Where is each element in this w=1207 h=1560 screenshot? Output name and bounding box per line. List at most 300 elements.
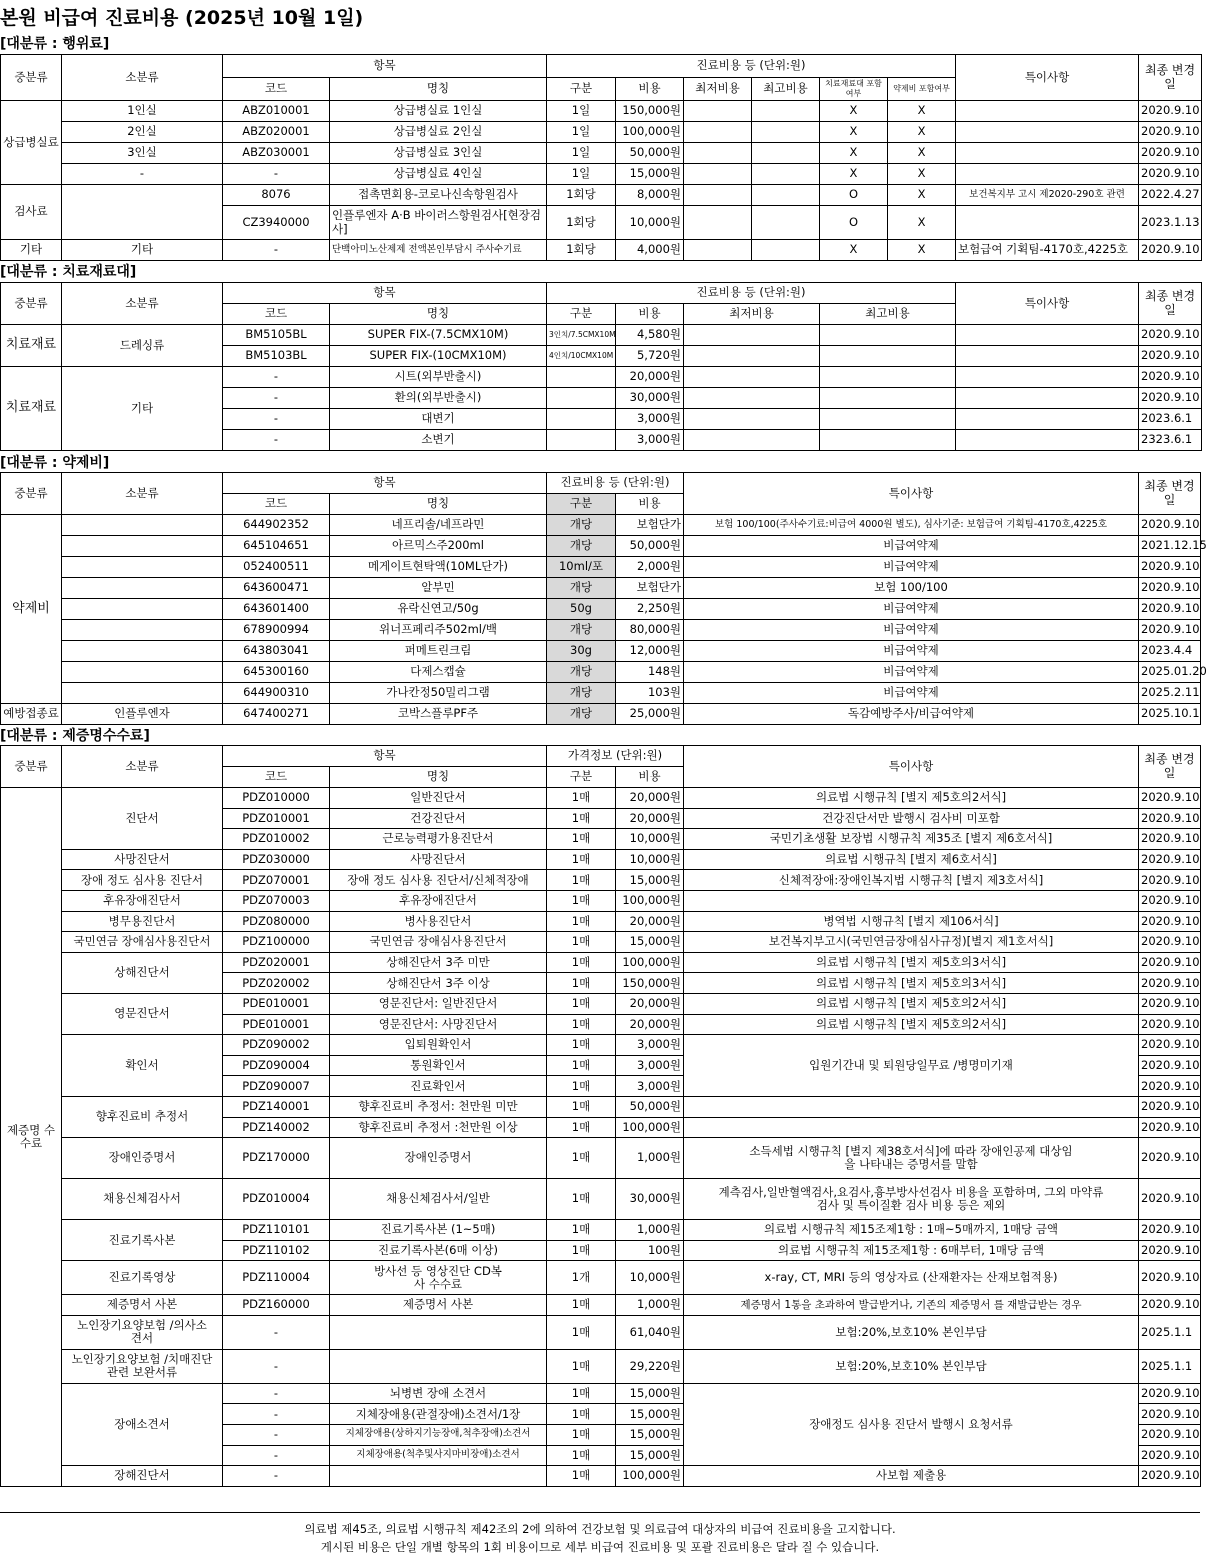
- item-name: 상급병실료 2인실: [330, 122, 547, 143]
- item-kind: 1매: [547, 829, 616, 850]
- item-name: SUPER FIX-(7.5CMX10M): [330, 325, 547, 346]
- item-cost: 100,000원: [616, 952, 684, 973]
- item-code: 643601400: [223, 599, 330, 620]
- hdr-kind: 구분: [547, 767, 616, 788]
- item-name: 채용신체검사서/일반: [330, 1179, 547, 1220]
- item-cost: 15,000원: [616, 1425, 684, 1446]
- sub-category: 장애인증명서: [62, 1138, 223, 1179]
- item-cost: 3,000원: [616, 430, 684, 451]
- item-code: 645300160: [223, 662, 330, 683]
- item-cost: 2,250원: [616, 599, 684, 620]
- item-code: -: [223, 1445, 330, 1466]
- item-code: -: [223, 409, 330, 430]
- table-row: [1, 1220, 1201, 1241]
- hdr-sub: 소분류: [62, 746, 223, 788]
- hdr-material-included: 치료재료대 포함여부: [820, 78, 888, 101]
- item-kind: 1매: [547, 1445, 616, 1466]
- last-changed: 2023.4.4: [1139, 641, 1201, 662]
- item-kind: 50g: [547, 599, 616, 620]
- special-note: 계측검사,일반혈액검사,요검사,흉부방사선검사 비용을 포함하며, 그외 마약류 검사 및 특이질환 검사 비용 등은 제외: [684, 1179, 1139, 1220]
- last-changed: 2020.9.10: [1139, 1096, 1201, 1117]
- last-changed: 2020.9.10: [1139, 952, 1201, 973]
- special-note: 장애정도 심사용 진단서 발행시 요청서류: [684, 1383, 1139, 1465]
- table-row: [1, 788, 1201, 809]
- table-row: [1, 515, 1201, 536]
- item-code: PDZ030000: [223, 849, 330, 870]
- item-code: PDZ140002: [223, 1117, 330, 1138]
- item-name: [330, 1349, 547, 1383]
- sub-category: 후유장애진단서: [62, 890, 223, 911]
- drug-included: X: [888, 206, 956, 240]
- item-code: 8076: [223, 185, 330, 206]
- special-note: 보건복지부 고시 제2020-290호 관련: [956, 185, 1139, 206]
- item-name: 진료기록사본 (1~5매): [330, 1220, 547, 1241]
- item-cost: 30,000원: [616, 1179, 684, 1220]
- hdr-cost-group: 진료비용 등 (단위:원): [547, 473, 684, 494]
- item-name: 유락신연고/50g: [330, 599, 547, 620]
- material-included: O: [820, 185, 888, 206]
- item-name: SUPER FIX-(10CMX10M): [330, 346, 547, 367]
- hdr-code: 코드: [223, 78, 330, 101]
- last-changed: 2020.9.10: [1139, 1383, 1201, 1404]
- sub-category: -: [62, 164, 223, 185]
- sub-category: 장해진단서: [62, 1466, 223, 1487]
- item-code: 052400511: [223, 557, 330, 578]
- special-note: 제증명서 1통을 초과하여 발급받거나, 기존의 제증명서 를 재발급받는 경우: [684, 1295, 1139, 1316]
- special-note: 병역법 시행규칙 [별지 제106서식]: [684, 911, 1139, 932]
- item-cost: 80,000원: [616, 620, 684, 641]
- hdr-cost-group: 진료비용 등 (단위:원): [547, 55, 956, 78]
- hdr-last-changed: 최종 변경일: [1139, 283, 1202, 325]
- drug-included: X: [888, 240, 956, 261]
- special-note: [684, 1096, 1139, 1117]
- item-cost: 15,000원: [616, 932, 684, 953]
- hdr-kind: 구분: [547, 78, 616, 101]
- last-changed: 2020.9.10: [1139, 808, 1201, 829]
- special-note: 보험:20%,보호10% 본인부담: [684, 1315, 1139, 1349]
- item-kind: 1매: [547, 911, 616, 932]
- item-name: 인플루엔자 A·B 바이러스항원검사[현장검사]: [330, 206, 547, 240]
- hdr-kind: 구분: [547, 494, 616, 515]
- item-kind: 4인치/10CMX10M: [547, 346, 616, 367]
- table-row: [1, 164, 1202, 185]
- table-row: [1, 993, 1201, 1014]
- hdr-item: 항목: [223, 473, 547, 494]
- special-note: 의료법 시행규칙 제15조제1항 : 1매~5매까지, 1매당 금액: [684, 1220, 1139, 1241]
- item-cost: 8,000원: [616, 185, 684, 206]
- item-kind: 1일: [547, 164, 616, 185]
- item-cost: 100원: [616, 1240, 684, 1261]
- item-cost: 20,000원: [616, 367, 684, 388]
- last-changed: 2020.9.10: [1139, 911, 1201, 932]
- item-cost: 12,000원: [616, 641, 684, 662]
- item-name: 국민연금 장애심사용진단서: [330, 932, 547, 953]
- last-changed: 2020.9.10: [1139, 1220, 1201, 1241]
- item-kind: 개당: [547, 620, 616, 641]
- item-cost: 50,000원: [616, 536, 684, 557]
- last-changed: 2020.9.10: [1139, 240, 1202, 261]
- last-changed: 2020.9.10: [1139, 1295, 1201, 1316]
- hdr-code: 코드: [223, 767, 330, 788]
- item-cost: 보험단가: [616, 578, 684, 599]
- special-note: 신체적장애:장애인복지법 시행규칙 [별지 제3호서식]: [684, 870, 1139, 891]
- last-changed: 2020.9.10: [1139, 829, 1201, 850]
- item-name: 코박스플루PF주: [330, 704, 547, 725]
- sub-category: 제증명서 사본: [62, 1295, 223, 1316]
- item-code: PDZ090004: [223, 1055, 330, 1076]
- table-row: [1, 1179, 1201, 1220]
- item-cost: 50,000원: [616, 1096, 684, 1117]
- table-row: [1, 101, 1202, 122]
- mid-category: 예방접종료: [1, 704, 62, 725]
- item-code: 643600471: [223, 578, 330, 599]
- hdr-name: 명칭: [330, 494, 547, 515]
- item-name: 접촉면회용-코로나신속항원검사: [330, 185, 547, 206]
- table-row: [1, 1349, 1201, 1383]
- item-kind: 1회당: [547, 185, 616, 206]
- materials-table: [0, 282, 1202, 451]
- item-name: 장애 정도 심사용 진단서/신체적장애: [330, 870, 547, 891]
- item-code: ABZ020001: [223, 122, 330, 143]
- item-code: -: [223, 164, 330, 185]
- item-name: 향후진료비 추정서: 천만원 미만: [330, 1096, 547, 1117]
- item-kind: 1매: [547, 1076, 616, 1097]
- section-title-drugs: [대분류 : 약제비]: [0, 455, 110, 471]
- hdr-mid: 중분류: [1, 746, 62, 788]
- table-row: [1, 952, 1201, 973]
- sub-category: 사망진단서: [62, 849, 223, 870]
- item-kind: [547, 430, 616, 451]
- item-name: 시트(외부반출시): [330, 367, 547, 388]
- item-kind: [547, 367, 616, 388]
- item-cost: 10,000원: [616, 1261, 684, 1295]
- item-code: PDE010001: [223, 1014, 330, 1035]
- item-name: 상해진단서 3주 미만: [330, 952, 547, 973]
- last-changed: 2022.4.27: [1139, 185, 1202, 206]
- sub-category: 진료기록영상: [62, 1261, 223, 1295]
- last-changed: 2020.9.10: [1139, 599, 1201, 620]
- item-cost: 15,000원: [616, 1445, 684, 1466]
- item-name: 진료확인서: [330, 1076, 547, 1097]
- table-row: [1, 1466, 1201, 1487]
- last-changed: 2020.9.10: [1139, 1404, 1201, 1425]
- item-cost: 3,000원: [616, 1076, 684, 1097]
- hdr-special: 특이사항: [684, 473, 1139, 515]
- item-name: 영문진단서: 일반진단서: [330, 993, 547, 1014]
- special-note: 비급여약제: [684, 641, 1139, 662]
- item-name: 소변기: [330, 430, 547, 451]
- special-note: 비급여약제: [684, 599, 1139, 620]
- procedures-table: [0, 54, 1202, 261]
- table-row: [1, 325, 1202, 346]
- item-cost: 50,000원: [616, 143, 684, 164]
- item-cost: 25,000원: [616, 704, 684, 725]
- special-note: x-ray, CT, MRI 등의 영상자료 (산재환자는 산재보험적용): [684, 1261, 1139, 1295]
- last-changed: 2020.9.10: [1139, 143, 1202, 164]
- special-note: 비급여약제: [684, 662, 1139, 683]
- item-code: PDZ020002: [223, 973, 330, 994]
- item-cost: 3,000원: [616, 409, 684, 430]
- item-kind: 1매: [547, 1138, 616, 1179]
- last-changed: 2020.9.10: [1139, 1138, 1201, 1179]
- item-kind: 1매: [547, 890, 616, 911]
- hdr-mid: 중분류: [1, 283, 62, 325]
- item-kind: 1매: [547, 932, 616, 953]
- item-name: 메게이트현탁액(10ML단가): [330, 557, 547, 578]
- special-note: 보험:20%,보호10% 본인부담: [684, 1349, 1139, 1383]
- item-kind: 1매: [547, 849, 616, 870]
- item-code: 678900994: [223, 620, 330, 641]
- mid-category: 제증명 수수료: [1, 788, 62, 1487]
- item-cost: 2,000원: [616, 557, 684, 578]
- item-name: 상급병실료 4인실: [330, 164, 547, 185]
- item-name: 알부민: [330, 578, 547, 599]
- item-kind: 1매: [547, 1179, 616, 1220]
- item-code: CZ3940000: [223, 206, 330, 240]
- special-note: 의료법 시행규칙 제15조제1항 : 6매부터, 1매당 금액: [684, 1240, 1139, 1261]
- sub-category: 병무용진단서: [62, 911, 223, 932]
- sub-category: 3인실: [62, 143, 223, 164]
- item-code: PDZ160000: [223, 1295, 330, 1316]
- special-note: 비급여약제: [684, 536, 1139, 557]
- item-name: 위너프페리주502ml/백: [330, 620, 547, 641]
- hdr-max: 최고비용: [752, 78, 820, 101]
- table-row: [1, 143, 1202, 164]
- item-code: -: [223, 388, 330, 409]
- sub-category: 드레싱류: [62, 325, 223, 367]
- special-note: 보험 100/100(주사수기료:비급여 4000원 별도), 심사기준: 보험급여 기획팀-4170호,4225호: [684, 515, 1139, 536]
- last-changed: 2020.9.10: [1139, 367, 1202, 388]
- special-note: 의료법 시행규칙 [별지 제6호서식]: [684, 849, 1139, 870]
- item-code: BM5103BL: [223, 346, 330, 367]
- item-name: 입퇴원확인서: [330, 1035, 547, 1056]
- item-cost: 1,000원: [616, 1138, 684, 1179]
- last-changed: 2025.01.20: [1139, 662, 1201, 683]
- item-kind: 1매: [547, 952, 616, 973]
- item-name: 근로능력평가용진단서: [330, 829, 547, 850]
- item-name: 지체장애용(상하지기능장애,척추장애)소견서: [330, 1425, 547, 1446]
- hdr-min: 최저비용: [684, 304, 820, 325]
- table-row: [1, 620, 1201, 641]
- item-code: PDZ110101: [223, 1220, 330, 1241]
- item-kind: [547, 409, 616, 430]
- last-changed: 2020.9.10: [1139, 788, 1201, 809]
- last-changed: 2020.9.10: [1139, 1240, 1201, 1261]
- mid-category: 치료재료: [1, 325, 62, 367]
- item-kind: 30g: [547, 641, 616, 662]
- last-changed: 2025.2.11: [1139, 683, 1201, 704]
- sub-category: 국민연금 장애심사용진단서: [62, 932, 223, 953]
- last-changed: 2020.9.10: [1139, 1014, 1201, 1035]
- item-kind: 1일: [547, 122, 616, 143]
- sub-category: 2인실: [62, 122, 223, 143]
- item-cost: 20,000원: [616, 911, 684, 932]
- item-code: PDZ080000: [223, 911, 330, 932]
- table-row: [1, 890, 1201, 911]
- item-kind: 1일: [547, 143, 616, 164]
- item-cost: 100,000원: [616, 1466, 684, 1487]
- item-name: 사망진단서: [330, 849, 547, 870]
- sub-category: 진료기록사본: [62, 1220, 223, 1261]
- item-cost: 1,000원: [616, 1295, 684, 1316]
- item-cost: 20,000원: [616, 993, 684, 1014]
- item-kind: 1회당: [547, 240, 616, 261]
- table-row: [1, 599, 1201, 620]
- item-code: PDZ100000: [223, 932, 330, 953]
- last-changed: 2020.9.10: [1139, 1425, 1201, 1446]
- special-note: 비급여약제: [684, 620, 1139, 641]
- sub-category: 노인장기요양보험 /의사소견서: [62, 1315, 223, 1349]
- special-note: 보건복지부고시(국민연금장애심사규정)[별지 제1호서식]: [684, 932, 1139, 953]
- table-row: [1, 870, 1201, 891]
- item-cost: 20,000원: [616, 1014, 684, 1035]
- item-name: 병사용진단서: [330, 911, 547, 932]
- item-kind: 개당: [547, 515, 616, 536]
- special-note: 의료법 시행규칙 [별지 제5호의2서식]: [684, 1014, 1139, 1035]
- hdr-cost-group: 진료비용 등 (단위:원): [547, 283, 956, 304]
- last-changed: 2020.9.10: [1139, 1076, 1201, 1097]
- hdr-item: 항목: [223, 746, 547, 767]
- drug-included: X: [888, 122, 956, 143]
- table-row: [1, 367, 1202, 388]
- item-kind: 1매: [547, 1383, 616, 1404]
- item-name: 장애인증명서: [330, 1138, 547, 1179]
- last-changed: 2020.9.10: [1139, 1179, 1201, 1220]
- material-included: X: [820, 164, 888, 185]
- last-changed: 2021.12.15: [1139, 536, 1201, 557]
- last-changed: 2020.9.10: [1139, 1055, 1201, 1076]
- item-name: 지체장애용(척추및사지마비장애)소견서: [330, 1445, 547, 1466]
- table-row: [1, 683, 1201, 704]
- material-included: X: [820, 240, 888, 261]
- last-changed: 2323.6.1: [1139, 430, 1202, 451]
- item-name: 가나칸정50밀리그램: [330, 683, 547, 704]
- item-name: 단백아미노산제제 전액본인부담시 주사수기료: [330, 240, 547, 261]
- sub-category: 확인서: [62, 1035, 223, 1097]
- item-cost: 29,220원: [616, 1349, 684, 1383]
- footer-line-2: 게시된 비용은 단일 개별 항목의 1회 비용이므로 세부 비급여 진료비용 및 포괄 진료비용은 달라 질 수 있습니다.: [320, 1540, 880, 1554]
- special-note: 의료법 시행규칙 [별지 제5호의3서식]: [684, 973, 1139, 994]
- sub-category: 노인장기요양보험 /치매진단관련 보완서류: [62, 1349, 223, 1383]
- mid-category: 검사료: [1, 185, 62, 240]
- material-included: O: [820, 206, 888, 240]
- hdr-mid: 중분류: [1, 473, 62, 515]
- item-cost: 15,000원: [616, 870, 684, 891]
- item-cost: 15,000원: [616, 1404, 684, 1425]
- item-cost: 3,000원: [616, 1035, 684, 1056]
- item-cost: 103원: [616, 683, 684, 704]
- mid-category: 상급병실료: [1, 101, 62, 185]
- item-kind: 1개: [547, 1261, 616, 1295]
- last-changed: 2020.9.10: [1139, 101, 1202, 122]
- item-kind: 1매: [547, 1035, 616, 1056]
- item-name: 네프리솔/네프라민: [330, 515, 547, 536]
- special-note: 의료법 시행규칙 [별지 제5호의2서식]: [684, 788, 1139, 809]
- item-kind: 개당: [547, 704, 616, 725]
- special-note: 비급여약제: [684, 683, 1139, 704]
- item-code: PDZ010000: [223, 788, 330, 809]
- item-cost: 1,000원: [616, 1220, 684, 1241]
- item-name: 뇌병변 장애 소견서: [330, 1383, 547, 1404]
- item-code: -: [223, 240, 330, 261]
- last-changed: 2023.6.1: [1139, 409, 1202, 430]
- last-changed: 2025.10.1: [1139, 704, 1201, 725]
- hdr-cost: 비용: [616, 78, 684, 101]
- last-changed: 2020.9.10: [1139, 973, 1201, 994]
- item-code: -: [223, 430, 330, 451]
- item-kind: 1매: [547, 788, 616, 809]
- item-code: -: [223, 1315, 330, 1349]
- item-code: 644902352: [223, 515, 330, 536]
- sub-category: 채용신체검사서: [62, 1179, 223, 1220]
- table-row: [1, 240, 1202, 261]
- drug-included: X: [888, 164, 956, 185]
- item-code: PDZ110004: [223, 1261, 330, 1295]
- last-changed: 2020.9.10: [1139, 122, 1202, 143]
- item-cost: 15,000원: [616, 164, 684, 185]
- table-row: [1, 536, 1201, 557]
- table-row: [1, 1138, 1201, 1179]
- item-code: PDZ020001: [223, 952, 330, 973]
- item-name: 후유장애진단서: [330, 890, 547, 911]
- item-name: 상급병실료 3인실: [330, 143, 547, 164]
- material-included: X: [820, 122, 888, 143]
- special-note: 의료법 시행규칙 [별지 제5호의3서식]: [684, 952, 1139, 973]
- item-name: 상해진단서 3주 이상: [330, 973, 547, 994]
- hdr-name: 명칭: [330, 304, 547, 325]
- table-row: [1, 911, 1201, 932]
- item-code: ABZ030001: [223, 143, 330, 164]
- hdr-sub: 소분류: [62, 473, 223, 515]
- item-name: 지체장애용(관절장애)소견서/1장: [330, 1404, 547, 1425]
- item-cost: 10,000원: [616, 829, 684, 850]
- item-name: [330, 1466, 547, 1487]
- hdr-code: 코드: [223, 304, 330, 325]
- item-name: 다제스캡슐: [330, 662, 547, 683]
- item-kind: 1매: [547, 1014, 616, 1035]
- special-note: 보험급여 기획팀-4170호,4225호: [956, 240, 1139, 261]
- last-changed: 2020.9.10: [1139, 164, 1202, 185]
- hdr-cost: 비용: [616, 304, 684, 325]
- sub-category: 인플루엔자: [62, 704, 223, 725]
- item-cost: 10,000원: [616, 206, 684, 240]
- hdr-cost: 비용: [616, 494, 684, 515]
- sub-category: 장애소견서: [62, 1383, 223, 1465]
- item-name: [330, 1315, 547, 1349]
- item-cost: 20,000원: [616, 788, 684, 809]
- hdr-item: 항목: [223, 283, 547, 304]
- item-kind: 1매: [547, 973, 616, 994]
- item-kind: 1매: [547, 870, 616, 891]
- footer-line-1: 의료법 제45조, 의료법 시행규칙 제42조의 2에 의하여 건강보험 및 의료급여 대상자의 비급여 진료비용을 고지합니다.: [304, 1522, 896, 1536]
- item-kind: 1매: [547, 1117, 616, 1138]
- item-kind: 1매: [547, 1240, 616, 1261]
- hdr-code: 코드: [223, 494, 330, 515]
- mid-category: 치료재료: [1, 367, 62, 451]
- footer-divider: [0, 1512, 1200, 1513]
- section-title-certificates: [대분류 : 제증명수수료]: [0, 728, 150, 744]
- item-code: PDZ010002: [223, 829, 330, 850]
- section-title-procedures: [대분류 : 행위료]: [0, 36, 110, 52]
- item-name: 일반진단서: [330, 788, 547, 809]
- table-row: [1, 578, 1201, 599]
- item-code: PDZ090002: [223, 1035, 330, 1056]
- hdr-sub: 소분류: [62, 55, 223, 101]
- hdr-drug-included: 약제비 포함여부: [888, 78, 956, 101]
- item-kind: 1매: [547, 1055, 616, 1076]
- table-row: [1, 1096, 1201, 1117]
- last-changed: 2020.9.10: [1139, 515, 1201, 536]
